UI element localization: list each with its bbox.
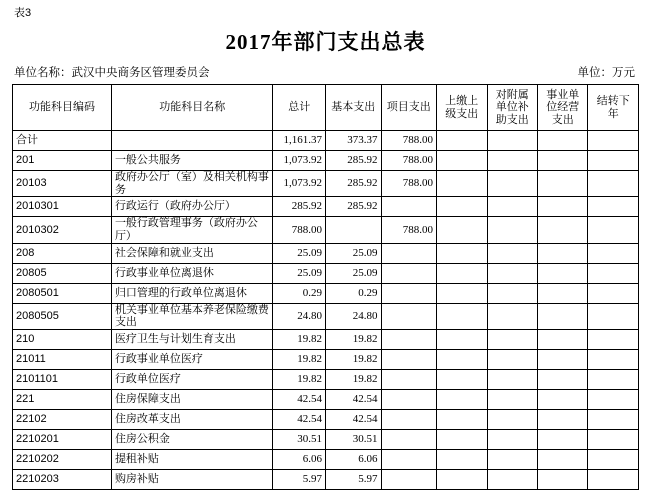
table-body xyxy=(13,131,639,490)
table-row xyxy=(13,369,639,389)
cell-carryover xyxy=(588,329,639,349)
column-header-project: 项目支出 xyxy=(381,85,437,131)
cell-carryover xyxy=(588,389,639,409)
cell-operating xyxy=(537,197,587,217)
cell-subsidy xyxy=(487,151,537,171)
cell-operating xyxy=(537,449,587,469)
table-row xyxy=(13,349,639,369)
column-header-name: 功能科目名称 xyxy=(111,85,273,131)
cell-operating xyxy=(537,409,587,429)
cell-code: 2210203 xyxy=(13,469,112,489)
cell-total: 1,073.92 xyxy=(273,151,326,171)
cell-upper xyxy=(437,243,487,263)
cell-project xyxy=(381,349,437,369)
cell-name: 一般公共服务 xyxy=(111,151,273,171)
cell-subsidy xyxy=(487,171,537,197)
cell-basic: 285.92 xyxy=(325,197,381,217)
cell-total: 19.82 xyxy=(273,329,326,349)
cell-total: 788.00 xyxy=(273,217,326,243)
cell-subsidy xyxy=(487,389,537,409)
cell-total: 5.97 xyxy=(273,469,326,489)
cell-code: 221 xyxy=(13,389,112,409)
cell-carryover xyxy=(588,243,639,263)
table-row xyxy=(13,409,639,429)
cell-total: 30.51 xyxy=(273,429,326,449)
column-header-total: 总计 xyxy=(273,85,326,131)
cell-upper xyxy=(437,283,487,303)
cell-operating xyxy=(537,263,587,283)
cell-project xyxy=(381,263,437,283)
cell-subsidy xyxy=(487,349,537,369)
cell-total: 24.80 xyxy=(273,303,326,329)
cell-total: 6.06 xyxy=(273,449,326,469)
cell-code: 2210202 xyxy=(13,449,112,469)
cell-project xyxy=(381,429,437,449)
cell-name: 归口管理的行政单位离退休 xyxy=(111,283,273,303)
cell-name: 社会保障和就业支出 xyxy=(111,243,273,263)
cell-name: 医疗卫生与计划生育支出 xyxy=(111,329,273,349)
cell-project: 788.00 xyxy=(381,171,437,197)
cell-basic: 25.09 xyxy=(325,243,381,263)
cell-carryover xyxy=(588,469,639,489)
cell-carryover xyxy=(588,197,639,217)
column-header-operating: 事业单位经营支出 xyxy=(537,85,587,131)
column-header-code: 功能科目编码 xyxy=(13,85,112,131)
cell-subsidy xyxy=(487,197,537,217)
table-row xyxy=(13,329,639,349)
cell-carryover xyxy=(588,283,639,303)
cell-name xyxy=(111,131,273,151)
cell-operating xyxy=(537,171,587,197)
cell-basic: 373.37 xyxy=(325,131,381,151)
cell-carryover xyxy=(588,409,639,429)
cell-carryover xyxy=(588,217,639,243)
cell-carryover xyxy=(588,303,639,329)
cell-name: 行政事业单位离退休 xyxy=(111,263,273,283)
cell-basic: 6.06 xyxy=(325,449,381,469)
cell-code: 合计 xyxy=(13,131,112,151)
budget-table xyxy=(12,84,639,490)
column-header-subsidy: 对附属单位补助支出 xyxy=(487,85,537,131)
cell-project: 788.00 xyxy=(381,131,437,151)
cell-upper xyxy=(437,389,487,409)
cell-code: 21011 xyxy=(13,349,112,369)
cell-basic: 19.82 xyxy=(325,349,381,369)
cell-name: 住房公积金 xyxy=(111,429,273,449)
cell-code: 201 xyxy=(13,151,112,171)
cell-carryover xyxy=(588,369,639,389)
cell-operating xyxy=(537,243,587,263)
cell-basic: 42.54 xyxy=(325,389,381,409)
cell-basic: 0.29 xyxy=(325,283,381,303)
cell-code: 2080505 xyxy=(13,303,112,329)
cell-code: 20103 xyxy=(13,171,112,197)
cell-subsidy xyxy=(487,217,537,243)
cell-name: 一般行政管理事务（政府办公厅） xyxy=(111,217,273,243)
table-row xyxy=(13,171,639,197)
table-row xyxy=(13,263,639,283)
cell-project: 788.00 xyxy=(381,217,437,243)
table-row xyxy=(13,303,639,329)
cell-operating xyxy=(537,329,587,349)
cell-basic: 42.54 xyxy=(325,409,381,429)
cell-upper xyxy=(437,131,487,151)
cell-basic: 5.97 xyxy=(325,469,381,489)
cell-basic xyxy=(325,217,381,243)
cell-name: 提租补贴 xyxy=(111,449,273,469)
cell-total: 19.82 xyxy=(273,349,326,369)
cell-operating xyxy=(537,303,587,329)
cell-total: 42.54 xyxy=(273,389,326,409)
cell-subsidy xyxy=(487,263,537,283)
table-row xyxy=(13,449,639,469)
cell-code: 208 xyxy=(13,243,112,263)
cell-project: 788.00 xyxy=(381,151,437,171)
cell-carryover xyxy=(588,349,639,369)
cell-project xyxy=(381,283,437,303)
cell-project xyxy=(381,243,437,263)
cell-operating xyxy=(537,469,587,489)
cell-name: 住房改革支出 xyxy=(111,409,273,429)
cell-carryover xyxy=(588,171,639,197)
cell-upper xyxy=(437,329,487,349)
cell-operating xyxy=(537,389,587,409)
cell-carryover xyxy=(588,429,639,449)
cell-total: 25.09 xyxy=(273,263,326,283)
cell-upper xyxy=(437,171,487,197)
cell-name: 行政单位医疗 xyxy=(111,369,273,389)
table-row xyxy=(13,243,639,263)
cell-project xyxy=(381,389,437,409)
cell-operating xyxy=(537,429,587,449)
cell-basic: 285.92 xyxy=(325,151,381,171)
cell-upper xyxy=(437,263,487,283)
cell-subsidy xyxy=(487,283,537,303)
cell-subsidy xyxy=(487,329,537,349)
table-row xyxy=(13,469,639,489)
cell-subsidy xyxy=(487,303,537,329)
cell-operating xyxy=(537,369,587,389)
cell-project xyxy=(381,329,437,349)
table-row xyxy=(13,197,639,217)
cell-upper xyxy=(437,369,487,389)
cell-upper xyxy=(437,303,487,329)
cell-total: 25.09 xyxy=(273,243,326,263)
cell-subsidy xyxy=(487,131,537,151)
cell-upper xyxy=(437,197,487,217)
cell-name: 行政运行（政府办公厅） xyxy=(111,197,273,217)
cell-project xyxy=(381,197,437,217)
cell-project xyxy=(381,449,437,469)
cell-upper xyxy=(437,151,487,171)
cell-name: 购房补贴 xyxy=(111,469,273,489)
cell-basic: 24.80 xyxy=(325,303,381,329)
cell-total: 1,073.92 xyxy=(273,171,326,197)
cell-project xyxy=(381,469,437,489)
cell-subsidy xyxy=(487,243,537,263)
cell-total: 42.54 xyxy=(273,409,326,429)
cell-subsidy xyxy=(487,449,537,469)
cell-upper xyxy=(437,217,487,243)
cell-subsidy xyxy=(487,429,537,449)
cell-upper xyxy=(437,469,487,489)
cell-code: 2010301 xyxy=(13,197,112,217)
cell-project xyxy=(381,303,437,329)
table-header-row xyxy=(13,85,639,131)
cell-code: 2101101 xyxy=(13,369,112,389)
page-title: 2017年部门支出总表 xyxy=(225,30,426,54)
cell-subsidy xyxy=(487,409,537,429)
cell-basic: 30.51 xyxy=(325,429,381,449)
table-row xyxy=(13,389,639,409)
cell-total: 1,161.37 xyxy=(273,131,326,151)
cell-total: 0.29 xyxy=(273,283,326,303)
cell-operating xyxy=(537,217,587,243)
meta-row xyxy=(12,64,639,84)
cell-upper xyxy=(437,429,487,449)
table-row xyxy=(13,283,639,303)
cell-basic: 25.09 xyxy=(325,263,381,283)
cell-name: 政府办公厅（室）及相关机构事务 xyxy=(111,171,273,197)
cell-operating xyxy=(537,131,587,151)
cell-total: 285.92 xyxy=(273,197,326,217)
unit-name-label: 单位名称：武汉中央商务区管理委员会 xyxy=(14,67,210,79)
column-header-carryover: 结转下年 xyxy=(588,85,639,131)
cell-operating xyxy=(537,151,587,171)
cell-upper xyxy=(437,349,487,369)
currency-label: 单位：万元 xyxy=(577,67,635,79)
cell-carryover xyxy=(588,449,639,469)
cell-code: 2080501 xyxy=(13,283,112,303)
cell-code: 210 xyxy=(13,329,112,349)
column-header-basic: 基本支出 xyxy=(325,85,381,131)
cell-code: 22102 xyxy=(13,409,112,429)
cell-basic: 285.92 xyxy=(325,171,381,197)
table-row xyxy=(13,429,639,449)
cell-code: 20805 xyxy=(13,263,112,283)
cell-carryover xyxy=(588,263,639,283)
sheet-number: 表3 xyxy=(14,7,32,19)
cell-name: 住房保障支出 xyxy=(111,389,273,409)
cell-upper xyxy=(437,409,487,429)
cell-total: 19.82 xyxy=(273,369,326,389)
cell-project xyxy=(381,369,437,389)
table-row xyxy=(13,217,639,243)
table-row xyxy=(13,151,639,171)
cell-operating xyxy=(537,283,587,303)
cell-upper xyxy=(437,449,487,469)
cell-basic: 19.82 xyxy=(325,329,381,349)
cell-code: 2210201 xyxy=(13,429,112,449)
cell-subsidy xyxy=(487,469,537,489)
cell-name: 机关事业单位基本养老保险缴费支出 xyxy=(111,303,273,329)
table-row xyxy=(13,131,639,151)
cell-project xyxy=(381,409,437,429)
cell-basic: 19.82 xyxy=(325,369,381,389)
cell-carryover xyxy=(588,131,639,151)
cell-code: 2010302 xyxy=(13,217,112,243)
column-header-upper: 上缴上级支出 xyxy=(437,85,487,131)
cell-subsidy xyxy=(487,369,537,389)
cell-name: 行政事业单位医疗 xyxy=(111,349,273,369)
cell-operating xyxy=(537,349,587,369)
cell-carryover xyxy=(588,151,639,171)
